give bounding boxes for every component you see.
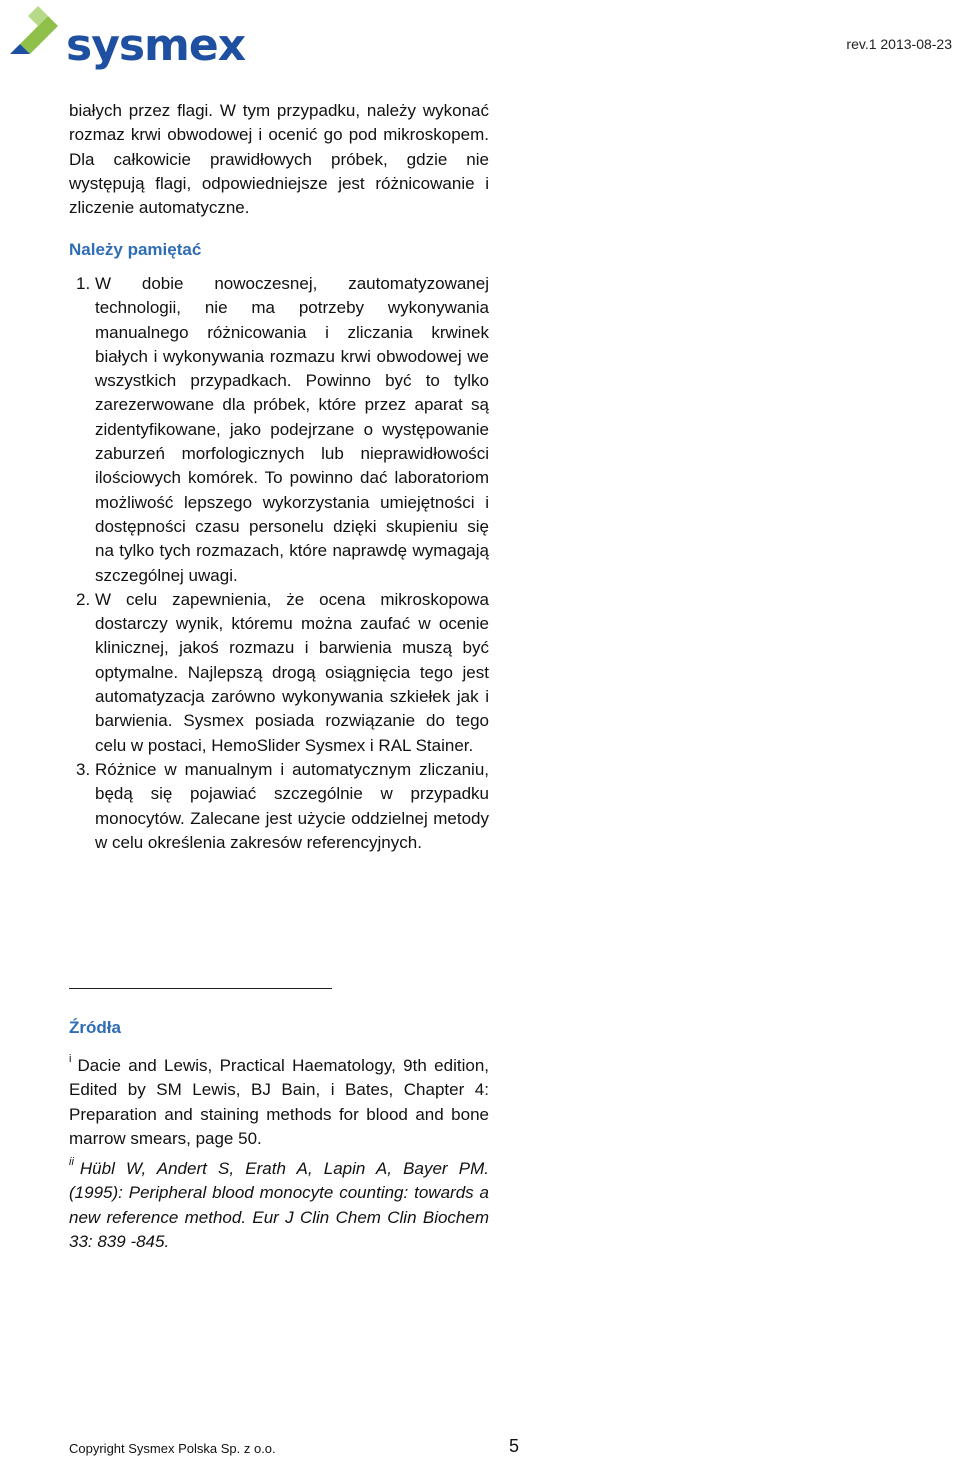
- list-item: [69, 588, 489, 758]
- page-number: 5: [509, 1436, 520, 1456]
- revision-date: rev.1 2013-08-23: [846, 36, 952, 52]
- reference-text: Dacie and Lewis, Practical Haematology, 9th edition, Edited by SM Lewis, BJ Bain, i Bates, Chapter 4: Preparation and staining methods for blood and bone marrow smears, page 50.: [69, 1056, 489, 1148]
- sysmex-logo-mark-icon: [8, 4, 68, 56]
- reference-item: [69, 1047, 489, 1151]
- list-item-text: Różnice w manualnym i automatycznym zliczaniu, będą się pojawiać szczególnie w przypadku monocytów. Zalecane jest użycie oddzielnej metody w celu określenia zakresów referencyjnych.: [95, 759, 489, 852]
- sources-heading: Źródła: [69, 1018, 121, 1037]
- list-item-number: 1.: [76, 274, 91, 293]
- logo-wordmark: sysmex: [66, 20, 246, 71]
- reference-marker: i: [69, 1053, 72, 1065]
- remember-heading: Należy pamiętać: [69, 240, 202, 259]
- reference-marker: ii: [69, 1156, 74, 1168]
- list-item-text: W dobie nowoczesnej, zautomatyzowanej technologii, nie ma potrzeby wykonywania manualnego różnicowania i zliczania krwinek białych i wykonywania rozmazu krwi obwodowej we wszystkich przypadkach. Powinno być to tylko zarezerwowane dla próbek, które przez aparat są zidentyfikowane, jako podejrzane o występowanie zaburzeń morfologicznych lub nieprawidłowości ilościowych komórek. To powinno dać laboratoriom możliwość lepszego wykorzystania umiejętności i dostępności czasu personelu dzięki skupieniu się na tylko tych rozmazach, które naprawdę wymagają szczególnej uwagi.: [95, 274, 489, 585]
- sysmex-logo: [8, 4, 246, 76]
- list-item: [69, 272, 489, 588]
- intro-paragraph: białych przez flagi. W tym przypadku, należy wykonać rozmaz krwi obwodowej i ocenić go pod mikroskopem. Dla całkowicie prawidłowych próbek, gdzie nie występują flagi, odpowiedniejsze jest różnicowanie i zliczenie automatyczne.: [69, 101, 489, 218]
- remember-list: [69, 272, 489, 855]
- reference-item: [69, 1150, 489, 1254]
- list-item-number: 2.: [76, 589, 91, 609]
- list-item: [69, 758, 489, 855]
- reference-text: Hübl W, Andert S, Erath A, Lapin A, Bayer PM. (1995): Peripheral blood monocyte counting: towards a new reference method. Eur J Clin Chem Clin Biochem 33: 839 -845.: [69, 1159, 489, 1251]
- list-item-text: W celu zapewnienia, że ocena mikroskopowa dostarczy wynik, któremu można zaufać w ocenie klinicznej, jakoś rozmazu i barwienia muszą być optymalne. Najlepszą drogą osiągnięcia tego jest automatyzacja zarówno wykonywania szkiełek jak i barwienia. Sysmex posiada rozwiązanie do tego celu w postaci, HemoSlider Sysmex i RAL Stainer.: [95, 589, 489, 755]
- footnote-divider: [69, 988, 332, 989]
- footer-copyright: Copyright Sysmex Polska Sp. z o.o.: [69, 1441, 276, 1456]
- list-item-number: 3.: [76, 759, 91, 779]
